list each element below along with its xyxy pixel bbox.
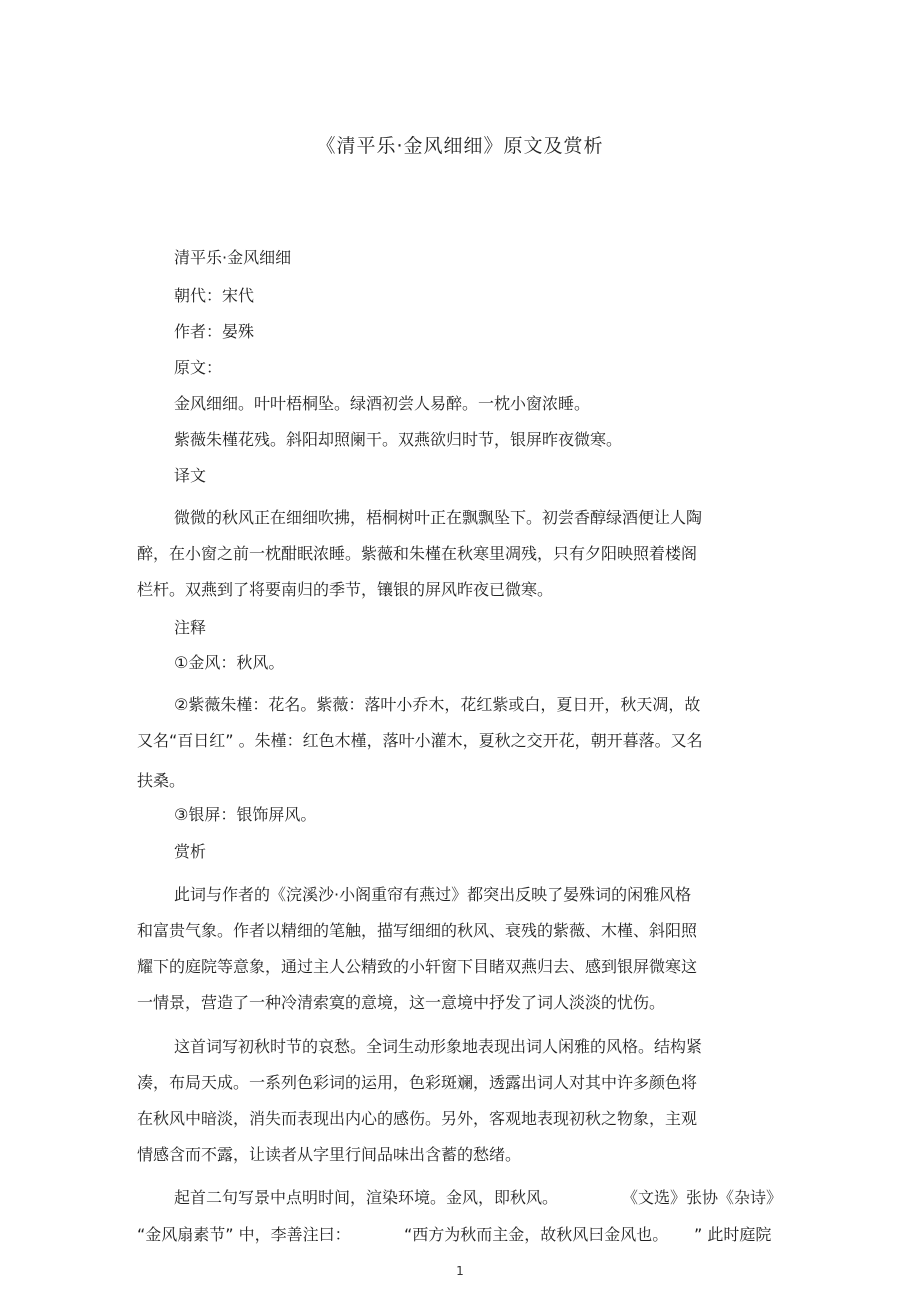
page-number: 1 (456, 1264, 464, 1278)
note-2-line-3: 扶桑。 (137, 771, 186, 790)
note-3: ③银屏：银饰屏风。 (174, 805, 317, 824)
translation-heading: 译文 (174, 466, 207, 485)
original-label: 原文： (174, 358, 223, 377)
translation-line-3: 栏杆。双燕到了将要南归的季节，镶银的屏风昨夜已微寒。 (137, 580, 554, 599)
note-2-line-1: ②紫薇朱槿：花名。紫薇：落叶小乔木，花红紫或白，夏日开，秋天凋，故 (174, 695, 701, 714)
note-1: ①金风：秋风。 (174, 653, 285, 672)
appreciation-p2-line-2: 凑，布局天成。一系列色彩词的运用，色彩斑斓，透露出词人对其中许多颜色将 (137, 1073, 698, 1092)
appreciation-p1-line-4: 一情景，营造了一种冷清索寞的意境，这一意境中抒发了词人淡淡的忧伤。 (137, 993, 666, 1012)
dynasty-line: 朝代：宋代 (174, 286, 255, 305)
translation-line-2: 醉，在小窗之前一枕酣眠浓睡。紫薇和朱槿在秋寒里凋残，只有夕阳映照着楼阁 (137, 544, 698, 563)
note-2-line-2: 又名“百日红” 。朱槿：红色木槿，落叶小灌木，夏秋之交开花，朝开暮落。又名 (137, 731, 703, 750)
author-line: 作者：晏殊 (174, 322, 255, 341)
notes-heading: 注释 (174, 618, 207, 637)
appreciation-p2-line-1: 这首词写初秋时节的哀愁。全词生动形象地表现出词人闲雅的风格。结构紧 (174, 1037, 703, 1056)
appreciation-p3-line-2b: “西方为秋而主金，故秋风曰金风也。 (404, 1225, 669, 1244)
original-line-2: 紫薇朱槿花残。斜阳却照阑干。双燕欲归时节，银屏昨夜微寒。 (174, 430, 623, 449)
appreciation-p2-line-3: 在秋风中暗淡，消失而表现出内心的感伤。另外，客观地表现初秋之物象，主观 (137, 1109, 698, 1128)
poem-title: 清平乐·金风细细 (174, 248, 292, 267)
original-line-1: 金风细细。叶叶梧桐坠。绿酒初尝人易醉。一枕小窗浓睡。 (174, 394, 591, 413)
appreciation-p3-line-2c: ” 此时庭院 (694, 1225, 772, 1244)
appreciation-p2-line-4: 情感含而不露，让读者从字里行间品味出含蓄的愁绪。 (137, 1145, 522, 1164)
translation-line-1: 微微的秋风正在细细吹拂，梧桐树叶正在飘飘坠下。初尝香醇绿酒便让人陶 (174, 508, 703, 527)
appreciation-p1-line-3: 耀下的庭院等意象，通过主人公精致的小轩窗下目睹双燕归去、感到银屏微寒这 (137, 957, 698, 976)
appreciation-p3-line-2a: “金风扇素节” 中，李善注曰： (137, 1225, 351, 1244)
appreciation-p3-line-1b: 《文选》张协《杂诗》 (622, 1188, 783, 1207)
document-title: 《清平乐·金风细细》原文及赏析 (316, 135, 604, 157)
appreciation-p1-line-1: 此词与作者的《浣溪沙·小阁重帘有燕过》都突出反映了晏殊词的闲雅风格 (174, 885, 692, 904)
appreciation-heading: 赏析 (174, 842, 207, 861)
appreciation-p3-line-1a: 起首二句写景中点明时间，渲染环境。金风，即秋风。 (174, 1188, 559, 1207)
appreciation-p1-line-2: 和富贵气象。作者以精细的笔触，描写细细的秋风、衰残的紫薇、木槿、斜阳照 (137, 921, 698, 940)
